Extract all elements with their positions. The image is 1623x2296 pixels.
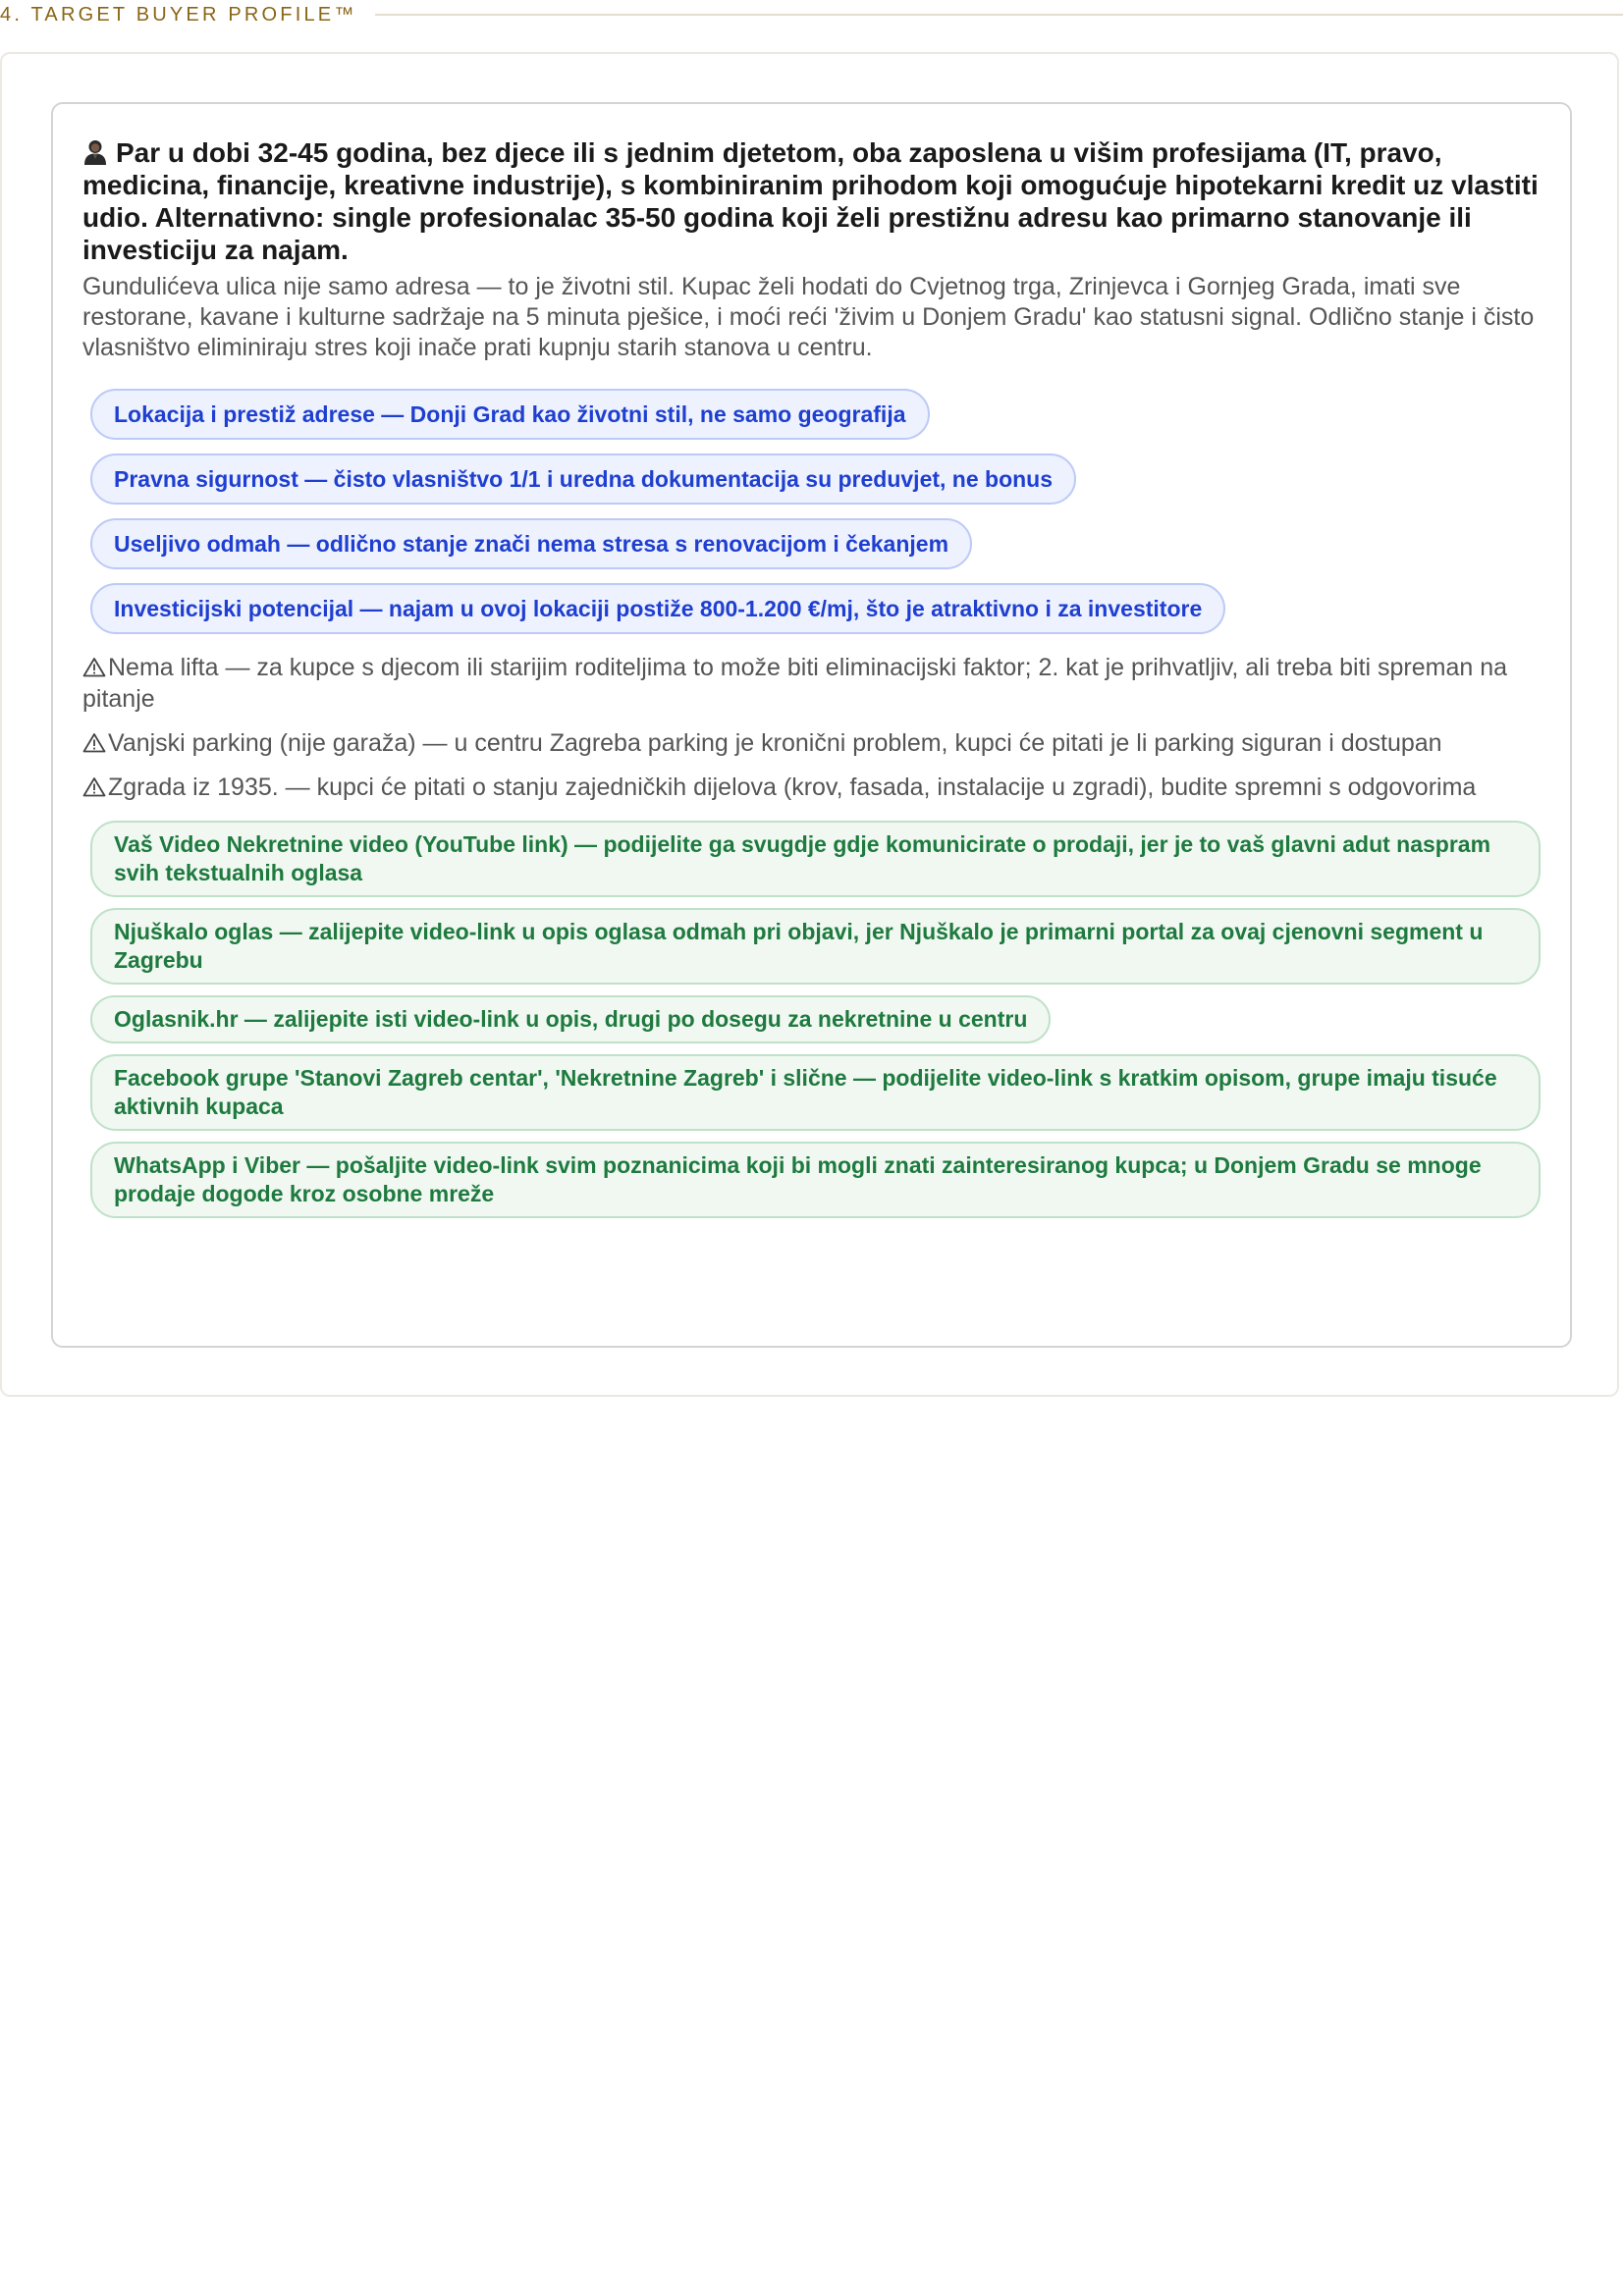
- channel-pill: Njuškalo oglas — zalijepite video-link u opis oglasa odmah pri objavi, jer Njuškalo je primarni portal za ovaj cjenovni segment u Zagrebu: [90, 908, 1541, 985]
- objection-item: [82, 727, 1541, 759]
- objection-text: Nema lifta — za kupce s djecom ili starijim roditeljima to može biti eliminacijski faktor; 2. kat je prihvatljiv, ali treba biti spreman na pitanje: [82, 654, 1508, 713]
- objection-item: [82, 652, 1541, 715]
- warning-icon: [82, 654, 106, 674]
- channel-pill: Vaš Video Nekretnine video (YouTube link) — podijelite ga svugdje gdje komunicirate o prodaji, jer je to vaš glavni adut naspram svih tekstualnih oglasa: [90, 821, 1541, 897]
- channel-list: [82, 821, 1541, 1218]
- objection-text: Vanjski parking (nije garaža) — u centru Zagreba parking je kronični problem, kupci će pitati je li parking siguran i dostupan: [108, 729, 1442, 757]
- person-avatar-icon: [82, 138, 108, 166]
- warning-icon: [82, 774, 106, 794]
- motivator-list: [82, 389, 1541, 634]
- channel-pill: Facebook grupe 'Stanovi Zagreb centar', 'Nekretnine Zagreb' i slične — podijelite video-link s kratkim opisom, grupe imaju tisuće aktivnih kupaca: [90, 1054, 1541, 1131]
- section-title: 4. TARGET BUYER PROFILE™: [0, 4, 357, 26]
- motivator-pill: Useljivo odmah — odlično stanje znači nema stresa s renovacijom i čekanjem: [90, 518, 972, 569]
- channel-pill: WhatsApp i Viber — pošaljite video-link svim poznanicima koji bi mogli znati zainteresiranog kupca; u Donjem Gradu se mnoge prodaje dogode kroz osobne mreže: [90, 1142, 1541, 1218]
- buyer-profile-headline: [82, 136, 1541, 266]
- motivator-pill: Investicijski potencijal — najam u ovoj lokaciji postiže 800-1.200 €/mj, što je atraktivno i za investitore: [90, 583, 1225, 634]
- objection-text: Zgrada iz 1935. — kupci će pitati o stanju zajedničkih dijelova (krov, fasada, instalacije u zgradi), budite spremni s odgovorima: [108, 774, 1477, 801]
- warning-icon: [82, 729, 106, 750]
- objection-item: [82, 772, 1541, 803]
- section-divider: [375, 14, 1623, 16]
- buyer-profile-card: [51, 102, 1572, 1348]
- buyer-profile-description: Gundulićeva ulica nije samo adresa — to je životni stil. Kupac želi hodati do Cvjetnog trga, Zrinjevca i Gornjeg Grada, imati sve restorane, kavane i kulturne sadržaje na 5 minuta pješice, i moći reći 'živim u Donjem Gradu' kao statusni signal. Odlično stanje i čisto vlasništvo eliminiraju stres koji inače prati kupnju starih stanova u centru.: [82, 273, 1535, 361]
- objection-list: [82, 652, 1541, 803]
- motivator-pill: Pravna sigurnost — čisto vlasništvo 1/1 i uredna dokumentacija su preduvjet, ne bonus: [90, 454, 1076, 505]
- channel-pill: Oglasnik.hr — zalijepite isti video-link u opis, drugi po dosegu za nekretnine u centru: [90, 995, 1051, 1043]
- motivator-pill: Lokacija i prestiž adrese — Donji Grad kao životni stil, ne samo geografija: [90, 389, 930, 440]
- section-header: [0, 0, 1623, 29]
- headline-text: Par u dobi 32-45 godina, bez djece ili s jednim djetetom, oba zaposlena u višim profesijama (IT, pravo, medicina, financije, kreativne industrije), s kombiniranim prihodom koji omogućuje hipotekarni kredit uz vlastiti udio. Alternativno: single profesionalac 35-50 godina koji želi prestižnu adresu kao primarno stanovanje ili investiciju za najam.: [82, 137, 1539, 265]
